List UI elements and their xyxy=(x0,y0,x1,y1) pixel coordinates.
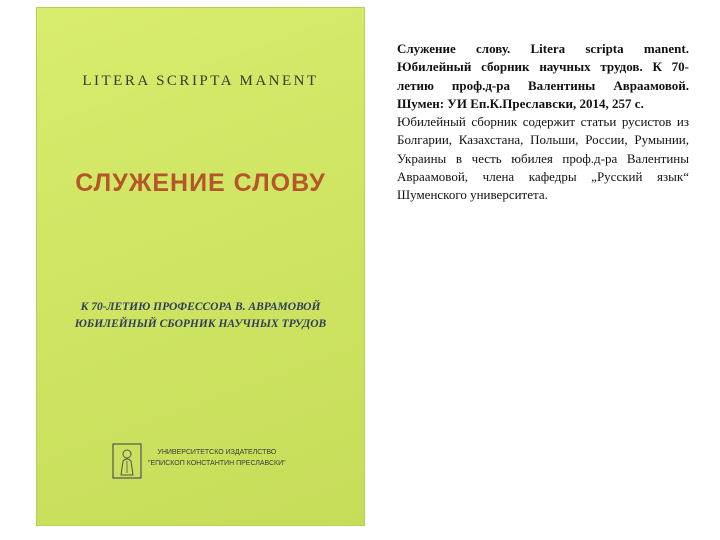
cover-publisher xyxy=(148,447,286,469)
cover-title: СЛУЖЕНИЕ СЛОВУ xyxy=(75,169,326,197)
book-cover xyxy=(36,7,365,526)
publisher-line-1: УНИВЕРСИТЕТСКО ИЗДАТЕЛСТВО xyxy=(157,449,277,456)
publisher-line-2: "ЕПИСКОП КОНСТАНТИН ПРЕСЛАВСКИ" xyxy=(148,460,286,467)
cover-subtitle xyxy=(56,299,345,333)
cover-series-title: LITERA SCRIPTA MANENT xyxy=(82,73,319,89)
book-description xyxy=(397,40,689,205)
publisher-emblem-icon xyxy=(112,443,142,479)
cover-subtitle-line-2: ЮБИЛЕЙНЫЙ СБОРНИК НАУЧНЫХ ТРУДОВ xyxy=(74,318,327,330)
cover-subtitle-line-1: К 70-ЛЕТИЮ ПРОФЕССОРА В. АВРАМОВОЙ xyxy=(80,301,321,313)
bibliographic-entry: Служение слову. Litera scripta manent. Юбилейный сборник научных трудов. К 70-летию проф.д-ра Валентины Авраамовой. Шумен: УИ Еп.К.Преславски, 2014, 257 с. xyxy=(397,41,689,111)
book-summary: Юбилейный сборник содержит статьи русистов из Болгарии, Казахстана, Польши, России, Румынии, Украины в честь юбилея проф.д-ра Валентины Авраамовой, члена кафедры „Русский язык“ Шуменского университета. xyxy=(397,114,689,203)
